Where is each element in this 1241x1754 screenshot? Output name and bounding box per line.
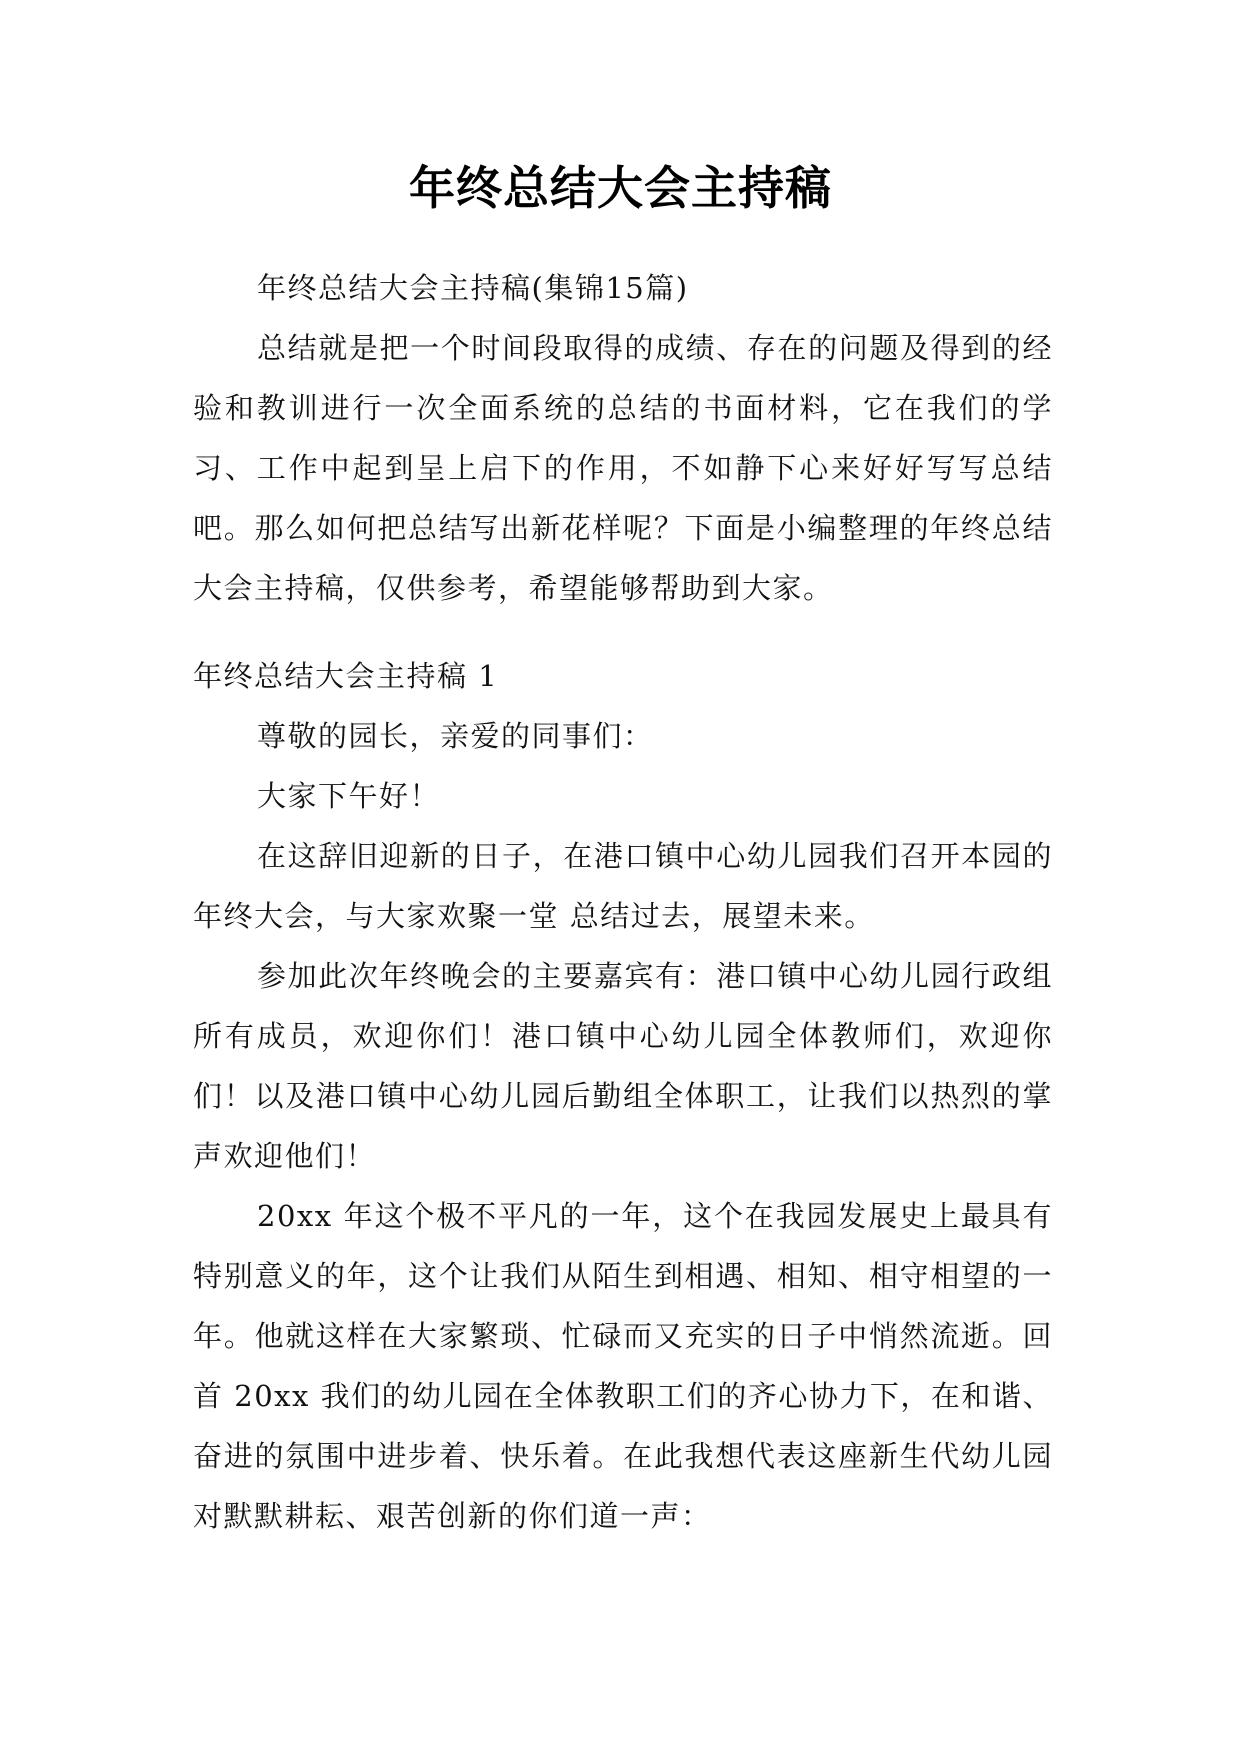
paragraph-guests: 参加此次年终晚会的主要嘉宾有：港口镇中心幼儿园行政组所有成员，欢迎你们！港口镇中心幼儿园全体教师们，欢迎你们！以及港口镇中心幼儿园后勤组全体职工，让我们以热烈的掌声欢迎他们！: [193, 959, 1053, 1173]
document-body: [193, 258, 1053, 1546]
paragraph-greeting: 大家下午好！: [257, 779, 441, 813]
paragraph-review: 20xx 年这个极不平凡的一年，这个在我园发展史上最具有特别意义的年，这个让我们从陌生到相遇、相知、相守相望的一年。他就这样在大家繁琐、忙碌而又充实的日子中悄然流逝。回首 20xx 我们的幼儿园在全体教职工们的齐心协力下，在和谐、奋进的氛围中进步着、快乐着。在此我想代表这座新生代幼儿园对默默耕耘、艰苦创新的你们道一声：: [193, 1199, 1053, 1533]
subtitle-paragraph: 年终总结大会主持稿(集锦15篇): [257, 271, 689, 305]
paragraph-salutation: 尊敬的园长，亲爱的同事们：: [257, 719, 654, 753]
spacer: [193, 618, 1053, 646]
section-heading: 年终总结大会主持稿 1: [193, 659, 499, 693]
page-title: 年终总结大会主持稿: [409, 161, 832, 215]
intro-paragraph: 总结就是把一个时间段取得的成绩、存在的问题及得到的经验和教训进行一次全面系统的总结的书面材料，它在我们的学习、工作中起到呈上启下的作用，不如静下心来好好写写总结吧。那么如何把总结写出新花样呢？下面是小编整理的年终总结大会主持稿，仅供参考，希望能够帮助到大家。: [193, 331, 1053, 605]
paragraph-opening: 在这辞旧迎新的日子，在港口镇中心幼儿园我们召开本园的年终大会，与大家欢聚一堂 总结过去，展望未来。: [193, 839, 1053, 933]
